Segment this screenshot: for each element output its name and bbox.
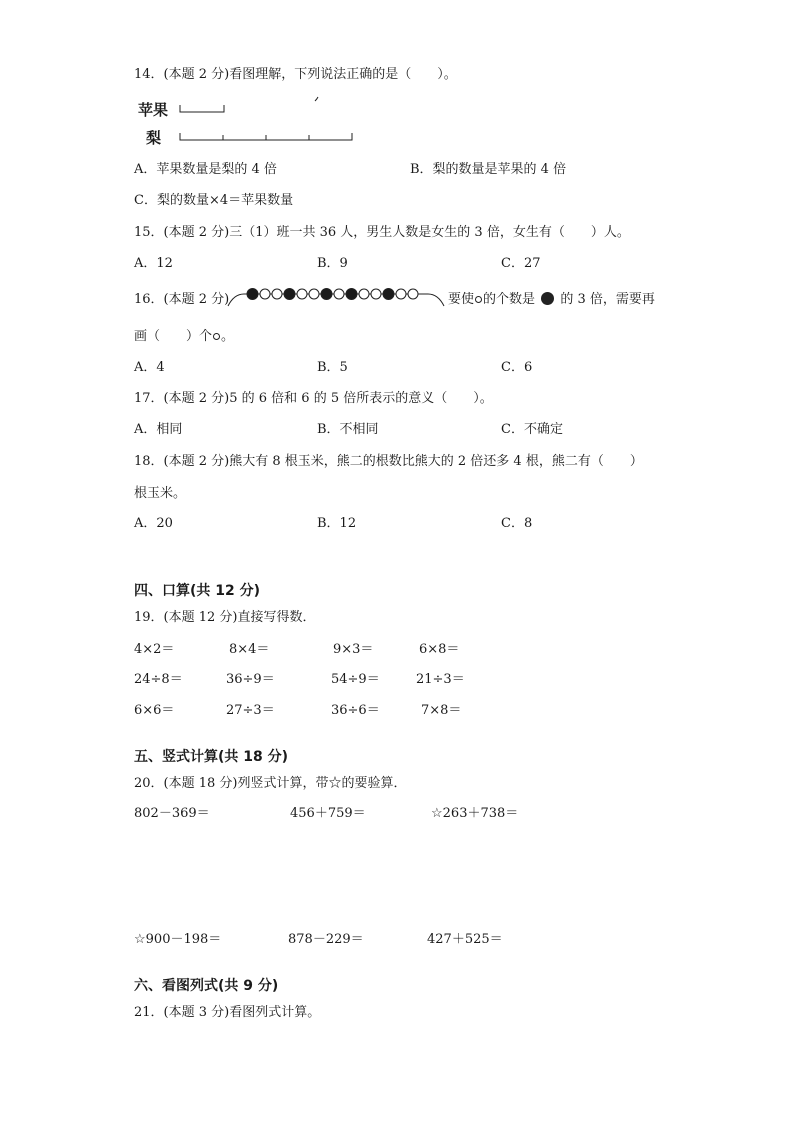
vertical-calc-item: 802－369＝ <box>134 806 210 821</box>
q15-option-c: C．27 <box>501 256 541 271</box>
q15-option-a: A．12 <box>134 256 173 271</box>
filled-bead <box>247 289 258 300</box>
section6-heading: 六、看图列式(共 9 分) <box>134 978 279 994</box>
q14-option-a: A．苹果数量是梨的 4 倍 <box>134 162 277 177</box>
q17-option-a: A．相同 <box>134 422 183 437</box>
q16-line2a: 画（ ）个 <box>134 329 213 344</box>
section4-heading: 四、口算(共 12 分) <box>134 583 261 599</box>
q16-bead-diagram <box>0 0 794 340</box>
q16-text3: 的 3 倍，需要再 <box>560 292 655 307</box>
calc-item: 6×6＝ <box>134 703 175 718</box>
open-bead <box>260 289 270 299</box>
vertical-calc-item: ☆263＋738＝ <box>431 806 519 821</box>
open-bead <box>334 289 344 299</box>
filled-bead <box>383 289 394 300</box>
q18-option-b: B．12 <box>317 516 357 531</box>
vertical-calc-item: ☆900－198＝ <box>134 932 222 947</box>
filled-bead <box>321 289 332 300</box>
calc-item: 36÷6＝ <box>331 703 380 718</box>
calc-item: 24÷8＝ <box>134 672 183 687</box>
q19-stem: 19．(本题 12 分)直接写得数． <box>134 610 316 625</box>
q17-option-b: B．不相同 <box>317 422 379 437</box>
calc-item: 8×4＝ <box>229 642 270 657</box>
q14-stem: 14．(本题 2 分)看图理解，下列说法正确的是（ ）。 <box>134 67 457 82</box>
filled-bead <box>284 289 295 300</box>
q18-option-c: C．8 <box>501 516 533 531</box>
q16-option-a: A．4 <box>134 360 165 375</box>
q16-option-b: B．5 <box>317 360 348 375</box>
q16-prefix: 16．(本题 2 分) <box>134 292 230 307</box>
q14-option-c: C．梨的数量×4＝苹果数量 <box>134 193 294 208</box>
q16-line2b: 。 <box>221 329 235 344</box>
bead-string-right <box>428 294 444 306</box>
open-bead <box>297 289 307 299</box>
q17-stem: 17．(本题 2 分)5 的 6 倍和 6 的 5 倍所表示的意义（ ）。 <box>134 391 493 406</box>
calc-item: 9×3＝ <box>333 642 374 657</box>
q18-option-a: A．20 <box>134 516 173 531</box>
open-bead <box>408 289 418 299</box>
q14-label-apple: 苹果 <box>138 101 169 119</box>
open-bead-icon <box>213 333 220 340</box>
open-bead <box>371 289 381 299</box>
calc-item: 36÷9＝ <box>226 672 275 687</box>
q18-stem: 18．(本题 2 分)熊大有 8 根玉米，熊二的根数比熊大的 2 倍还多 4 根，熊二有（ ） <box>134 454 643 469</box>
vertical-calc-item: 878－229＝ <box>288 932 364 947</box>
q20-stem: 20．(本题 18 分)列竖式计算，带☆的要验算． <box>134 776 407 791</box>
q17-option-c: C．不确定 <box>501 422 563 437</box>
q15-option-b: B．9 <box>317 256 348 271</box>
vertical-calc-item: 456＋759＝ <box>290 806 366 821</box>
open-bead <box>359 289 369 299</box>
q16-option-c: C．6 <box>501 360 533 375</box>
open-bead <box>272 289 282 299</box>
calc-item: 4×2＝ <box>134 642 175 657</box>
q15-stem: 15．(本题 2 分)三（1）班一共 36 人，男生人数是女生的 3 倍，女生有（ ）人。 <box>134 225 630 240</box>
q16-text1: 要使 <box>448 292 475 307</box>
calc-item: 6×8＝ <box>419 642 460 657</box>
q21-stem: 21．(本题 3 分)看图列式计算。 <box>134 1005 321 1020</box>
calc-item: 54÷9＝ <box>331 672 380 687</box>
q14-label-pear: 梨 <box>146 129 162 147</box>
q16-text2: 的个数是 <box>483 292 536 307</box>
filled-bead-icon <box>541 292 554 305</box>
open-bead <box>309 289 319 299</box>
section5-heading: 五、竖式计算(共 18 分) <box>134 749 289 765</box>
calc-item: 27÷3＝ <box>226 703 275 718</box>
q16-line2 <box>134 329 234 345</box>
bead-string-left <box>228 294 244 306</box>
q16-line1-text <box>448 292 655 308</box>
q14-option-b: B．梨的数量是苹果的 4 倍 <box>410 162 567 177</box>
vertical-calc-item: 427＋525＝ <box>427 932 503 947</box>
filled-bead <box>346 289 357 300</box>
open-bead <box>396 289 406 299</box>
q18-stem-line2: 根玉米。 <box>134 486 187 501</box>
calc-item: 21÷3＝ <box>416 672 465 687</box>
open-bead-icon <box>475 296 482 303</box>
calc-item: 7×8＝ <box>421 703 462 718</box>
